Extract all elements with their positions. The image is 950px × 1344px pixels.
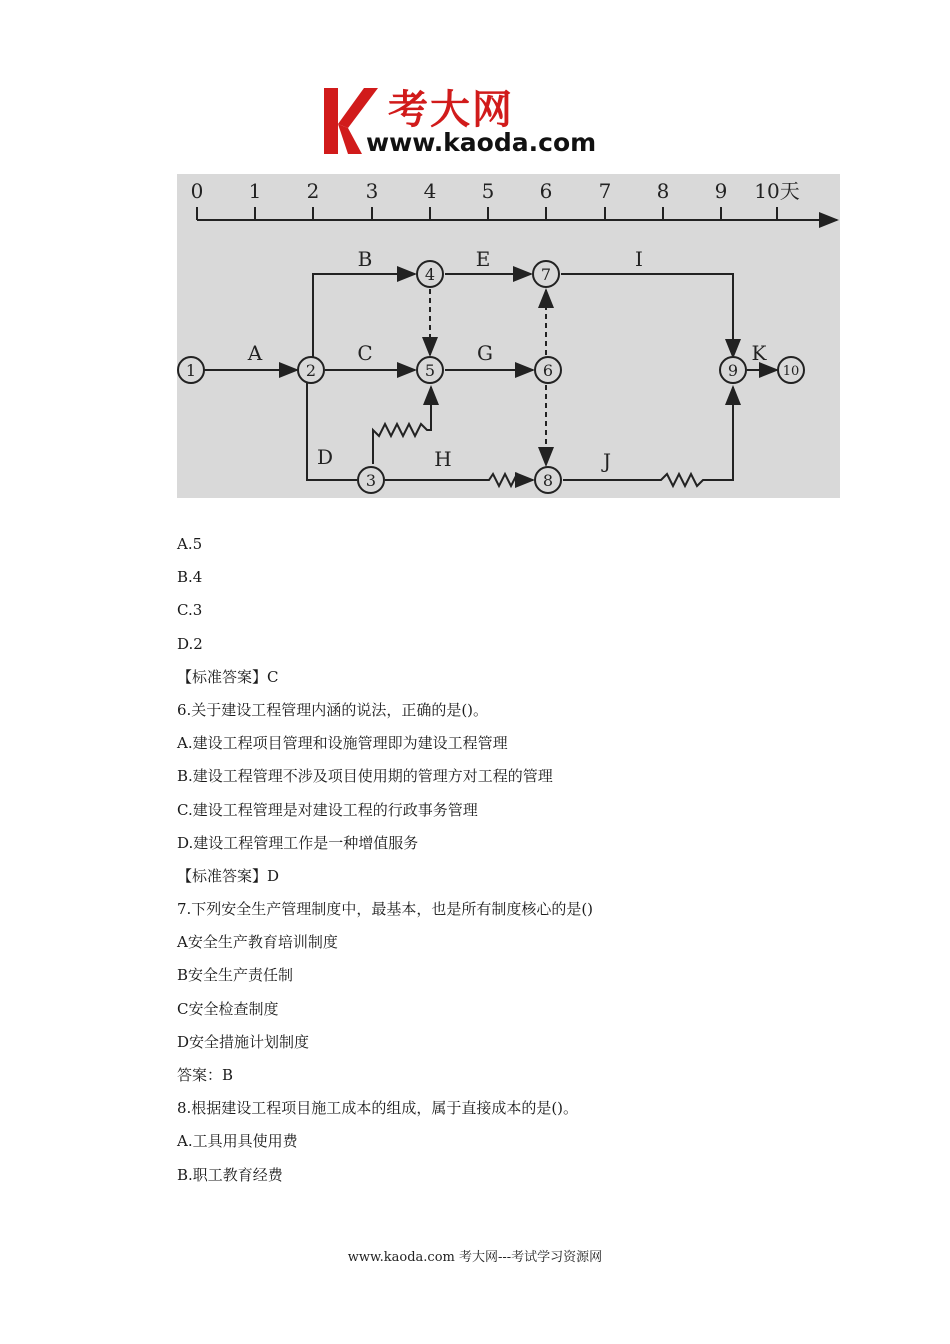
network-diagram-svg: [177, 174, 840, 498]
answer-line: 【标准答案】C: [177, 667, 279, 686]
activity-label: A: [247, 341, 263, 365]
node-label: 10: [782, 364, 800, 379]
node-label: 5: [424, 361, 436, 380]
option-line: A.建设工程项目管理和设施管理即为建设工程管理: [177, 734, 508, 753]
activity-label: G: [477, 341, 493, 365]
kaoda-logo: [318, 80, 648, 162]
answer-line: 【标准答案】D: [177, 866, 280, 885]
node-label: 3: [365, 471, 377, 490]
network-diagram: [177, 174, 840, 498]
activity-label: D: [316, 445, 334, 469]
node-label: 1: [185, 361, 197, 380]
question-text: [177, 532, 857, 1196]
axis-tick: 2: [306, 179, 320, 203]
logo-url: www.kaoda.com: [366, 128, 597, 157]
axis-tick: 7: [598, 179, 612, 203]
activity-label: J: [602, 449, 612, 473]
question-line: 7.下列安全生产管理制度中，最基本，也是所有制度核心的是(): [177, 900, 594, 919]
activity-label: B: [357, 247, 373, 271]
option-line: C.建设工程管理是对建设工程的行政事务管理: [177, 800, 478, 819]
axis-tick: 8: [656, 179, 670, 203]
node-label: 4: [424, 265, 436, 284]
activity-label: I: [635, 247, 643, 271]
node-label: 6: [542, 361, 554, 380]
activity-label: C: [357, 341, 373, 365]
page-footer: www.kaoda.com 考大网---考试学习资源网: [347, 1250, 603, 1265]
activity-label: E: [475, 247, 491, 271]
logo-name: 考大网: [388, 87, 514, 133]
node-label: 9: [727, 361, 739, 380]
node-label: 7: [540, 265, 552, 284]
option-line: D.建设工程管理工作是一种增值服务: [177, 833, 419, 852]
axis-tick: 0: [190, 179, 204, 203]
option-line: C.3: [177, 601, 203, 620]
activity-label: H: [434, 447, 452, 471]
axis-tick: 6: [539, 179, 553, 203]
option-line: B.建设工程管理不涉及项目使用期的管理方对工程的管理: [177, 767, 553, 786]
axis-tick: 4: [423, 179, 437, 203]
question-line: 8.根据建设工程项目施工成本的组成，属于直接成本的是()。: [177, 1099, 579, 1118]
option-line: A.工具用具使用费: [177, 1132, 298, 1151]
answer-line: 答案：B: [177, 1066, 234, 1084]
axis-tick: 3: [365, 179, 379, 203]
option-line: D安全措施计划制度: [177, 1032, 310, 1051]
axis-tick: 5: [481, 179, 495, 203]
option-line: B.职工教育经费: [177, 1165, 283, 1184]
option-line: B.4: [177, 568, 203, 587]
question-line: 6.关于建设工程管理内涵的说法，正确的是()。: [177, 700, 489, 719]
node-label: 8: [542, 471, 554, 490]
axis-tick: 9: [714, 179, 728, 203]
axis-tick: 1: [248, 179, 262, 203]
axis-tick: 10天: [754, 179, 800, 203]
option-line: C安全检查制度: [177, 999, 279, 1018]
option-line: D.2: [177, 634, 203, 653]
option-line: A.5: [177, 535, 203, 553]
node-label: 2: [305, 361, 317, 380]
option-line: A安全生产教育培训制度: [177, 933, 338, 952]
option-line: B安全生产责任制: [177, 966, 294, 985]
activity-label: K: [751, 341, 767, 365]
